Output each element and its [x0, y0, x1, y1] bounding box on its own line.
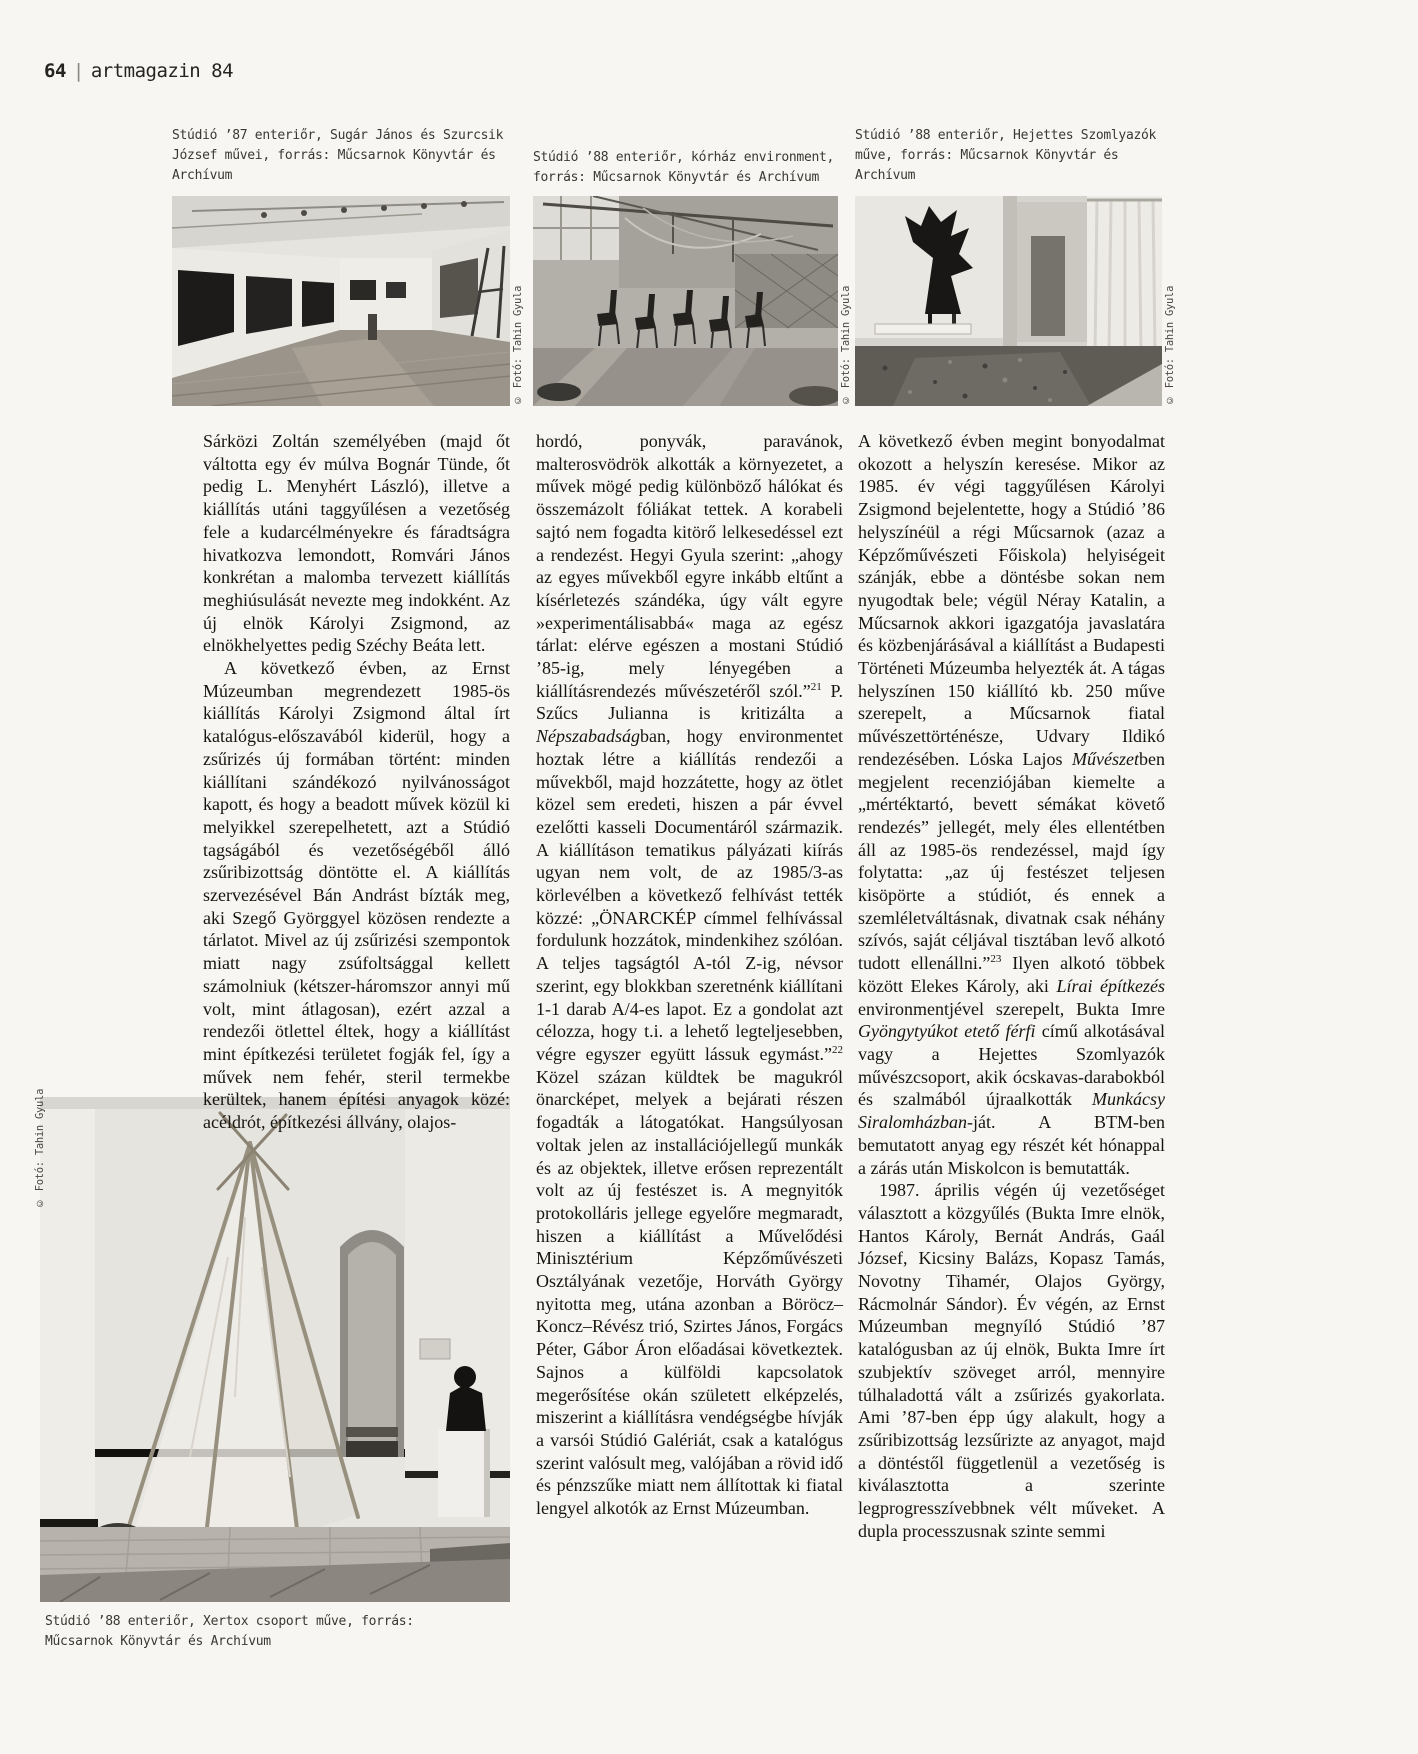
photo4-credit: © Fotó: Tahin Gyula — [34, 1088, 46, 1209]
photo3-credit: © Fotó: Tahin Gyula — [1164, 285, 1176, 406]
paragraph: 1987. április végén új vezetőséget választott a közgyűlés (Bukta Imre elnök, Hantos Károly, Bernát András, Gaál József, Kicsiny Balázs, Kopasz Tamás, Novotny Tihamér, Olajos György, Rácmolnár Sándor). Év végén, az Ernst Múzeumban megnyíló Stúdió ’87 katalógusban az új elnök, Bukta Imre írt szubjektív szöveget arról, mennyire túlhaladottá vált a zsűrizés gyakorlata. Ami ’87-ben épp úgy alakult, hogy a zsűribizottság lezsűrizte az anyagot, majd a döntéstől függetlenül a vezetőség is kiválasztotta a szerinte legprogresszívebbnek vélt műveket. A dupla processzusnak szinte semmi — [858, 1180, 1165, 1541]
photo-studio88-hejettes-szomlyazok — [855, 196, 1162, 406]
photo1-caption: Stúdió ’87 enteriőr, Sugár János és Szurcsik József művei, forrás: Műcsarnok Könyvtár és Archívum — [172, 128, 504, 184]
photo4-caption: Stúdió ’88 enteriőr, Xertox csoport műve, forrás: Műcsarnok Könyvtár és Archívum — [45, 1614, 414, 1650]
page-header — [44, 60, 233, 82]
paragraph: hordó, ponyvák, paravánok, malterosvödrök alkották a környezetet, a művek mögé pedig különböző hálókat és összemázolt fóliákat tettek. A korabeli sajtó nem fogadta kitörő lelkesedéssel ezt a rendezést. Hegyi Gyula szerint: „ahogy az egyes művekből egyre inkább eltűnt a kísérletezés szándéka, úgy vált egyre »experimentálisabbá« maga az egész tárlat: elérve egészen a mostani Stúdió ’85-ig, mely lényegében a kiállításrendezés művészetéről szól.”$^{21}$ P. Szűcs Julianna is kritizálta a Népszabadságban, hogy environmentet hoztak létre a kiállítás rendezői a művekből, majd hozzátette, hogy az ötlet közel sem eredeti, hiszen a pár évvel ezelőtti kasseli Documentáról származik. A kiállításon tematikus pályázati kiírás ugyan nem volt, de az 1985/3-as körlevélben a következő felhívást tették közzé: „ÖNARCKÉP címmel felhívással fordulunk hozzátok, mindenkihez szólóan. A teljes tagságtól A-tól Z-ig, névsor szerint, egy blokkban szeretnénk kiállítani 1-1 darab A/4-es lapot. Ez a gondolat azt célozza, hogy t.i. a lehető legteljesebben, végre egyszer együtt lássuk egymást.”$^{22}$ Közel százan küldtek be magukról önarcképet, melyek a bejárati részen fogadták a látogatókat. Hangsúlyosan voltak jelen az installációjellegű munkák és az objektek, illetve erősen reprezentált volt az új festészet is. A megnyitók protokolláris jellege egyelőre megmaradt, hiszen a kiállítást a Művelődési Minisztérium Képzőművészeti Osztályának vezetője, Horváth György nyitotta meg, utána azonban a Böröcz–Koncz–Révész trió, Szirtes János, Forgács Péter, Gábor Áron előadásai következtek. Sajnos a külföldi kapcsolatok megerősítése okán született elképzelés, miszerint a kiállításra vendégségbe hívják a varsói Stúdió Galériát, csak a katalógus szerint valósult meg, valójában a rövid idő és pénzszűke miatt nem állítottak ki fiatal lengyel alkotók az Ernst Múzeumban. — [536, 431, 844, 1519]
photo2-credit: © Fotó: Tahin Gyula — [840, 285, 852, 406]
paragraph: Sárközi Zoltán személyében (majd őt váltotta egy év múlva Bognár Tünde, őt pedig L. Menyhért László), illetve a kiállítás utáni taggyűlésen a vezetőség fele a kudarcélményekre és fáradtságra hivatkozva lemondott, Romvári János konkrétan a malomba tervezett kiállítás meghiúsulását nevezte meg indokként. Az új elnök Károlyi Zsigmond, az elnökhelyettes pedig Széchy Beáta lett. — [203, 431, 510, 656]
header-separator: | — [72, 60, 84, 82]
article-column-3 — [858, 430, 1165, 1542]
paragraph: A következő évben, az Ernst Múzeumban megrendezett 1985-ös kiállítás Károlyi Zsigmond által írt katalógus-előszavából kiderül, hogy a zsűrizés új formában történt: minden kiállítani szándékozó nyilvánosságot kapott, és hogy a beadott művek közül ki melyikkel szerepelhetett, azt a Stúdió tagságából és vezetőségéből álló zsűribizottság döntötte el. A kiállítás szervezésével Bán Andrást bízták meg, aki Szegő Györggyel közösen rendezte a tárlatot. Mivel az új zsűrizési szempontok miatt nagy zsúfoltsággal kellett számolniuk (kétszer-háromszor annyi mű volt, mint átlagosan), ezért azzal a rendezői ötlettel éltek, hogy a kiállítást mint építkezési területet fogják fel, így a művek nem fehér, steril termekbe kerültek, hanem építési anyagok közé: acéldrót, építkezési állvány, olajos- — [203, 658, 510, 1133]
article-column-1 — [203, 430, 510, 1134]
photo-studio88-xertox — [40, 1097, 510, 1602]
photo3-caption: Stúdió ’88 enteriőr, Hejettes Szomlyazók műve, forrás: Műcsarnok Könyvtár és Archívum — [855, 128, 1157, 184]
page-number: 64 — [44, 60, 66, 82]
photo-studio87-gallery — [172, 196, 510, 406]
photo2-caption: Stúdió ’88 enteriőr, kórház environment, forrás: Műcsarnok Könyvtár és Archívum — [533, 150, 835, 186]
magazine-title: artmagazin 84 — [90, 60, 234, 82]
article-column-2 — [536, 430, 843, 1520]
photo-studio88-hospital-environment — [533, 196, 838, 406]
photo1-credit: © Fotó: Tahin Gyula — [512, 285, 524, 406]
paragraph: A következő évben megint bonyodalmat okozott a helyszín keresése. Mikor az 1985. év végi taggyűlésen Károlyi Zsigmond bejelentette, hogy a Stúdió ’86 helyszínéül a régi Műcsarnok (azaz a Képzőművészeti Főiskola) helyiségeit szánják, ebbe a döntésbe sokan nem nyugodtak bele; végül Néray Katalin, a Műcsarnok akkori igazgatója javaslatára és közbenjárásával a kiállítást a Budapesti Történeti Múzeumba helyezték át. A tágas helyszínen 150 kiállító kb. 250 műve szerepelt, a Műcsarnok fiatal művészettörténésze, Udvary Ildikó rendezésében. Lóska Lajos Művészetben megjelent recenziójában kiemelte a „mértéktartó, bevett sémákat követő rendezés” jellegét, mely éles ellentétben áll az 1985-ös rendezéssel, majd így folytatta: „az új festészet teljesen kisöpörte a stúdiót, és ennek a szemléletváltásnak, divatnak csak néhány szívós, saját céljával tisztában levő alkotó tudott ellenállni.”$^{23}$ Ilyen alkotó többek között Elekes Károly, aki Lírai építkezés environmentjével szerepelt, Bukta Imre Gyöngytyúkot etető férfi című alkotásával vagy a Hejettes Szomlyazók művészcsoport, akik ócskavas-darabokból és szalmából újraalkották Munkácsy Siralomházban-ját. A BTM-ben bemutatott anyag egy részét két hónappal a zárás után Miskolcon is bemutatták. — [858, 431, 1165, 1178]
